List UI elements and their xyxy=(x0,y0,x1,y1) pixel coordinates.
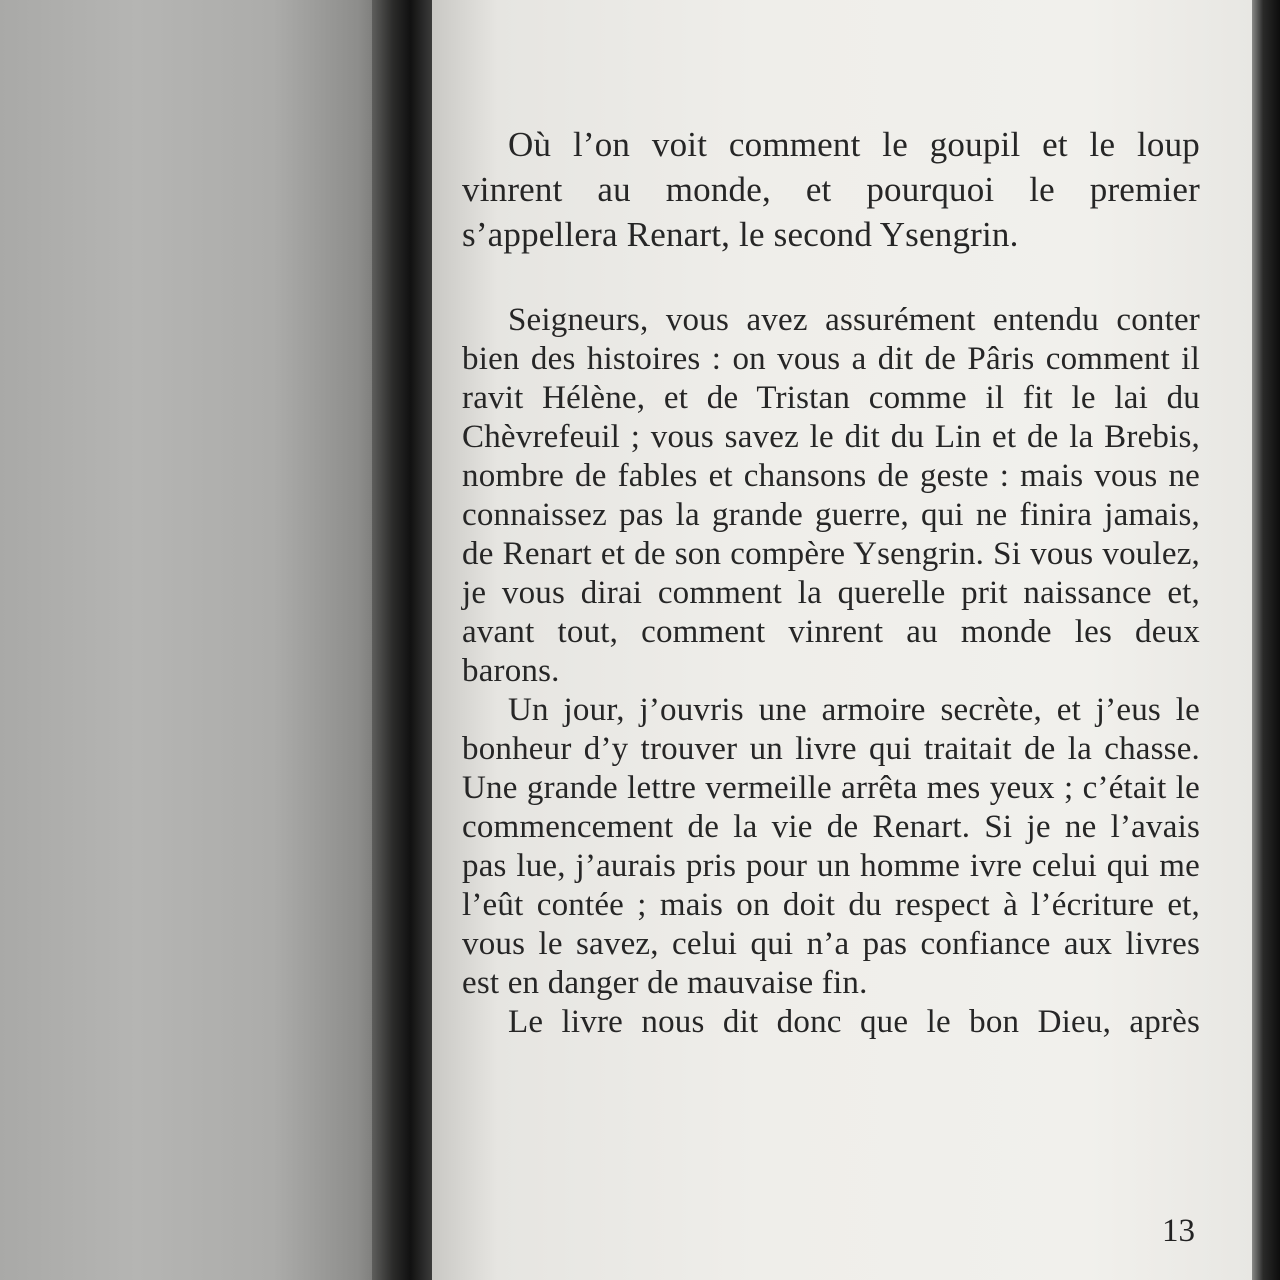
paragraph: Seigneurs, vous avez assurément entendu conter bien des histoires : on vous a dit de Pâris comment il ravit Hélène, et de Tristan comme il fit le lai du Chèvrefeuil ; vous savez le dit du Lin et de la Brebis, nombre de fables et chansons de geste : mais vous ne connaissez pas la grande guerre, qui ne finira jamais, de Renart et de son compère Ysengrin. Si vous voulez, je vous dirai comment la querelle prit naissance et, avant tout, comment vinrent au monde les deux barons. xyxy=(462,302,1200,689)
paragraph: Un jour, j’ouvris une armoire secrète, et j’eus le bonheur d’y trouver un livre qui traitait de la chasse. Une grande lettre vermeille arrêta mes yeux ; c’était le commencement de la vie de Renart. Si je ne l’avais pas lue, j’aurais pris pour un homme ivre celui qui me l’eût contée ; mais on doit du respect à l’écriture et, vous le savez, celui qui n’a pas confiance aux livres est en danger de mauvaise fin. xyxy=(462,692,1200,1001)
paragraph: Le livre nous dit donc que le bon Dieu, après xyxy=(508,1004,1200,1040)
page-text xyxy=(462,122,1200,1042)
page-number: 13 xyxy=(1162,1213,1195,1249)
page-edge-shadow xyxy=(1252,0,1280,1280)
left-page xyxy=(0,0,390,1280)
chapter-heading: Où l’on voit comment le goupil et le loup vinrent au monde, et pourquoi le premier s’appellera Renart, le second Ysengrin. xyxy=(462,125,1200,254)
